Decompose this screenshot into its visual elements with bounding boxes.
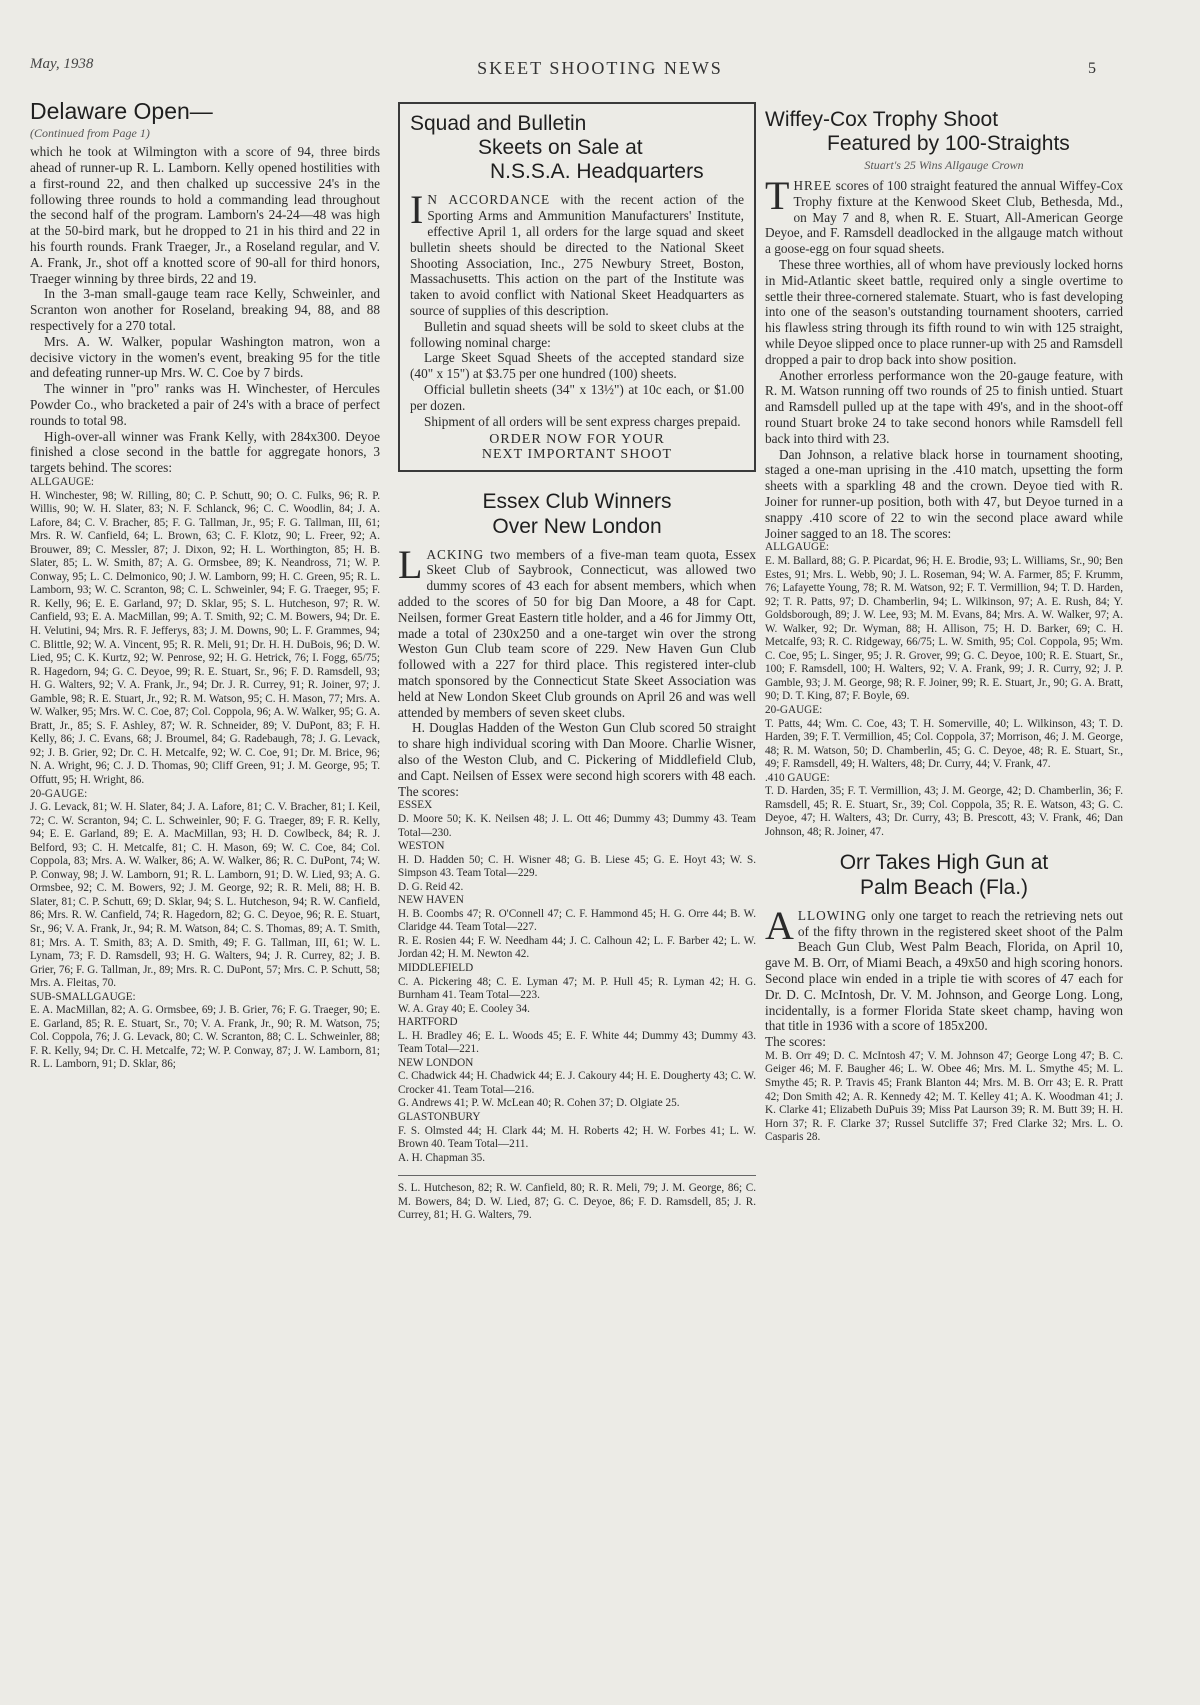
team-name: MIDDLEFIELD <box>398 961 474 974</box>
squad-paragraph: Official bulletin sheets (34" x 13½") at 10c each, or $1.00 per dozen. <box>410 381 744 413</box>
squad-paragraph: Shipment of all orders will be sent express charges prepaid. <box>424 413 741 429</box>
wiffey-headline <box>765 108 1123 156</box>
scores-sub-smallgauge: E. A. MacMillan, 82; A. G. Ormsbee, 69; J. B. Grier, 76; F. G. Traeger, 90; E. E. Garland, 85; R. E. Stuart, Sr., 70; V. A. Frank, Jr., 90; R. M. Watson, 75; Col. Coppola, 76; J. G. Levack, 80; C. W. Scranton, 88; C. L. Schweinler, 88; F. R. Kelly, 94; Dr. C. H. Metcalfe, 72; W. P. Conway, 87; J. W. Lamborn, 81; R. L. Lamborn, 91; D. Sklar, 86; <box>30 1004 380 1071</box>
essex-paragraph-text: two members of a five-man team quota, Essex Skeet Club of Saybrook, Connecticut, was allowed two dummy scores of 43 each for absent members, which when added to the scores of 50 for big Dan Moore, a 48 for Capt. Neilsen, former Great Eastern title holder, and a 46 for Jimmy Ott, made a total of 230x250 and a one-target win over the strong Weston Gun Club team score of 229. New Haven Gun Club followed with a 227 for third place. This registered inter-club match sponsored by the Connecticut State Skeet Association was held at New London Skeet Club grounds on April 26 and was well attended by members of seven skeet clubs. <box>398 546 756 720</box>
team-scores: H. D. Hadden 50; C. H. Wisner 48; G. B. Liese 45; G. E. Hoyt 43; W. S. Simpson 43. Team Total—229. <box>398 853 756 880</box>
team-scores: W. A. Gray 40; E. Cooley 34. <box>398 1002 530 1015</box>
publication-title: SKEET SHOOTING NEWS <box>477 58 723 78</box>
wiffey-paragraph <box>765 173 1123 257</box>
delaware-paragraph: Mrs. A. W. Walker, popular Washington matron, won a decisive victory in the women's event, breaking 95 for the title and defeating runner-up Mrs. W. C. Coe by 7 birds. <box>30 333 380 381</box>
wiffey-subhead: Stuart's 25 Wins Allgauge Crown <box>864 158 1024 173</box>
delaware-scores-continued: S. L. Hutcheson, 82; R. W. Canfield, 80; R. R. Meli, 79; J. M. George, 86; C. M. Bowers, 84; D. W. Lied, 87; G. C. Deyoe, 86; F. D. Ramsdell, 85; J. R. Currey, 81; H. G. Walters, 79. <box>398 1182 756 1222</box>
team-scores: R. E. Rosien 44; F. W. Needham 44; J. C. Calhoun 42; L. F. Barber 42; L. W. Jordan 42; H. M. Newton 42. <box>398 934 756 961</box>
squad-paragraph-text: with the recent action of the Sporting Arms and Ammunition Manufacturers' Institute, effective April 1, all orders for the large squad and skeet bulletin sheets should be directed to the National Skeet Shooting Association, Inc., 275 Newbury Street, Boston, Massachusetts. This action on the part of the Institute was taken to avoid conflict with National Skeet Headquarters as source of supplies of this description. <box>410 192 744 318</box>
page-number: 5 <box>1088 60 1096 77</box>
orr-paragraph <box>765 902 1123 1034</box>
wiffey-paragraph-text: scores of 100 straight featured the annual Wiffey-Cox Trophy fixture at the Kenwood Skeet Club, Bethesda, Md., on May 7 and 8, when R. E. Stuart, All-American George Deyoe, and F. Ramsdell deadlocked in the allgauge match without a goose-egg on four squad sheets. <box>765 178 1123 257</box>
delaware-headline: Delaware Open— <box>30 98 213 124</box>
wiffey-paragraph: Another errorless performance won the 20-gauge feature, with R. M. Watson running off two rounds of 25 to finish untied. Stuart and Ramsdell pulled up at the tape with 49's, and in the shoot-off round Stuart broke 24 to take second honors while Ramsdell fell back into third with 23. <box>765 367 1123 446</box>
scores-allgauge: E. M. Ballard, 88; G. P. Picardat, 96; H. E. Brodie, 93; L. Williams, Sr., 90; Ben Estes, 91; Mrs. L. Webb, 90; J. L. Roseman, 94; W. A. Farmer, 85; F. Krumm, 76; Lafayette Young, 78; R. M. Watson, 92; F. T. Vermillion, 94; T. D. Harden, 92; T. R. Patts, 97; D. Chamberlin, 94; L. Wilkinson, 97; A. E. Rush, 84; Y. Goldsborough, 89; J. W. Lee, 93; M. M. Evans, 84; Mrs. A. W. Walker, 97; A. W. Walker, 92; Dr. Wyman, 88; H. Allison, 75; H. D. Barker, 69; C. H. Metcalfe, 93; R. C. Ridgeway, 66/75; L. W. Smith, 95; Col. Coppola, 95; Wm. C. Coe, 95; L. Singer, 95; J. R. Grover, 99; G. C. Deyoe, 100; R. E. Stuart, Sr., 100; F. Ramsdell, 100; H. Walters, 92; V. A. Frank, 99; J. R. Curry, 92; J. P. Gamble, 93; J. M. George, 98; R. F. Joiner, 99; R. E. Stuart, Jr., 90; G. A. Bratt, 90; D. T. King, 87; F. Boyle, 69. <box>765 554 1123 703</box>
team-scores: D. Moore 50; K. K. Neilsen 48; J. L. Ott 46; Dummy 43; Dummy 43. Team Total—230. <box>398 812 756 839</box>
squad-headline-line1: Squad and Bulletin <box>410 112 587 135</box>
column-middle <box>398 96 756 1223</box>
wiffey-paragraph: These three worthies, all of whom have previously locked horns in Mid-Atlantic skeet battle, required only a single overtime to settle their three-cornered stalemate. Stuart, who is fast developing into one of the season's outstanding tournament shooters, carried his flawless string through its fifth round to win with 125 straight, while Deyoe slipped once to place runner-up with 25 and Ramsdell dropped a pair to drop back into show position. <box>765 257 1123 367</box>
scores-label-20-gauge: 20-GAUGE: <box>30 787 88 800</box>
orr-headline-line2: Palm Beach (Fla.) <box>859 875 1029 899</box>
team-scores: H. B. Coombs 47; R. O'Connell 47; C. F. Hammond 45; H. G. Orre 44; B. W. Claridge 44. Team Total—227. <box>398 907 756 934</box>
squad-paragraph: Large Skeet Squad Sheets of the accepted standard size (40" x 15") at $3.75 per one hundred (100) sheets. <box>410 350 744 382</box>
team-scores: A. H. Chapman 35. <box>398 1151 486 1164</box>
squad-headline-line2: Skeets on Sale at <box>478 136 643 160</box>
orr-paragraph: The scores: <box>765 1034 826 1050</box>
column-right <box>765 96 1123 1145</box>
delaware-continued-note: (Continued from Page 1) <box>30 126 150 141</box>
scores-label-410-gauge: .410 GAUGE: <box>765 771 830 784</box>
orr-headline-line1: Orr Takes High Gun at <box>839 851 1049 875</box>
delaware-paragraph: High-over-all winner was Frank Kelly, with 284x300. Deyoe finished a close second in the battle for aggregate honors, 3 targets behind. The scores: <box>30 428 380 476</box>
essex-paragraph: H. Douglas Hadden of the Weston Gun Club scored 50 straight to share high individual scoring with Dan Moore. Charlie Wisner, also of the Weston Club, and C. Pickering of Middlefield Club, and Capt. Neilsen of Essex were second high scorers with 48 each. The scores: <box>398 720 756 799</box>
wiffey-lead-words: HREE <box>793 178 833 194</box>
wiffey-headline-line2: Featured by 100-Straights <box>827 132 1070 156</box>
squad-paragraph: Bulletin and squad sheets will be sold to skeet clubs at the following nominal charge: <box>410 318 744 350</box>
essex-headline-line2: Over New London <box>492 514 662 538</box>
scores-410-gauge: T. D. Harden, 35; F. T. Vermillion, 43; J. M. George, 42; D. Chamberlin, 36; F. Ramsdell, 45; R. E. Stuart, Sr., 39; Col. Coppola, 35; R. E. Watson, 43; G. C. Deyoe, 47; H. Walters, 43; Dr. Curry, 43; B. Prescott, 43; V. Frank, 46; Dan Johnson, 48; R. Joiner, 47. <box>765 785 1123 838</box>
team-name: GLASTONBURY <box>398 1110 481 1123</box>
wiffey-scores <box>765 541 1123 839</box>
scores-label-allgauge: ALLGAUGE: <box>765 541 830 554</box>
orr-lead-words: LLOWING <box>797 907 867 923</box>
wiffey-headline-line1: Wiffey-Cox Trophy Shoot <box>765 108 999 131</box>
orr-paragraph-text: only one target to reach the retrieving nets out of the fifty thrown in the registered skeet shoot of the Palm Beach Gun Club, West Palm Beach, Florida, on April 10, gave M. B. Orr, of Miami Beach, a 49x50 and high scoring honors. Second place win ended in a triple tie with scores of 47 each for Dr. D. C. McIntosh, Dr. V. M. Johnson, and George Long. Long, incidentally, is a former Florida State skeet champ, having won that title in 1936 with a score of 185x200. <box>765 907 1123 1034</box>
wiffey-dropcap: T <box>765 173 790 219</box>
team-scores: C. Chadwick 44; H. Chadwick 44; E. J. Cakoury 44; H. E. Dougherty 43; C. W. Crocker 41. Team Total—216. <box>398 1070 756 1096</box>
team-name: NEW HAVEN <box>398 894 464 907</box>
team-scores: F. S. Olmsted 44; H. Clark 44; M. H. Roberts 42; H. W. Forbes 41; L. W. Brown 40. Team Total—211. <box>398 1124 756 1151</box>
order-now-line: ORDER NOW FOR YOUR <box>489 432 665 448</box>
orr-scores: M. B. Orr 49; D. C. McIntosh 47; V. M. Johnson 47; George Long 47; B. C. Geiger 46; M. F. Baugher 46; L. W. Obee 46; Mrs. M. L. Smythe 45; M. L. Smythe 45; R. P. Travis 45; Frank Blanton 44; Mrs. M. B. Orr 43; E. R. Pratt 42; Don Smith 42; A. R. Kennedy 42; M. T. Kelley 41; A. K. Woodman 41; J. K. Clarke 41; Elizabeth DuPuis 39; Miss Pat Laurson 39; R. M. Butt 39; H. H. Horn 37; R. F. Clarke 37; Russel Sutcliffe 37; Fred Clarke 32; Mrs. L. O. Casparis 28. <box>765 1049 1123 1144</box>
scores-allgauge: H. Winchester, 98; W. Rilling, 80; C. P. Schutt, 90; O. C. Fulks, 96; R. P. Willis, 90; W. H. Slater, 83; N. F. Schlanck, 96; C. C. Woodlin, 84; J. A. Lafore, 84; C. V. Bracher, 85; F. G. Tallman, Jr., 95; F. G. Tallman, III, 61; Mrs. R. W. Canfield, 64; L. Brown, 63; C. F. Klotz, 90; L. Freer, 92; A. Brouwer, 89; C. Messler, 87; J. Dixon, 92; H. L. Worthington, 85; H. B. Slater, 85; L. W. Smith, 87; A. G. Ormsbee, 89; K. Neandross, 71; W. P. Conway, 95; L. C. Delmonico, 90; J. W. Lamborn, 99; H. C. Green, 95; R. L. Lamborn, 93; W. C. Scranton, 98; C. L. Schweinler, 94; F. G. Traeger, 95; F. R. Kelly, 96; E. E. Garland, 97; D. Sklar, 95; S. L. Hutcheson, 97; R. W. Canfield, 93; E. A. MacMillan, 99; A. T. Smith, 92; C. M. Bowers, 94; Dr. E. H. Velutini, 94; Mrs. R. F. Jefferys, 83; J. M. Downs, 90; L. F. Grammes, 94; C. Blittle, 92; W. A. Vincent, 95; R. R. Meli, 91; Dr. H. H. DuBois, 96; D. W. Lied, 95; C. K. Kurtz, 92; W. Penrose, 92; H. G. Hetrick, 76; I. Fogg, 65/75; R. Hagedorn, 94; G. C. Deyoe, 99; R. E. Stuart, Sr., 96; F. D. Ramsdell, 93; H. G. Walters, 92; V. A. Frank, Jr., 94; Dr. J. R. Currey, 91; R. Joiner, 97; J. Gamble, 98; R. E. Stuart, Jr., 92; R. M. Watson, 95; C. H. Mason, 77; Mrs. A. W. Walker, 95; Mrs. W. C. Coe, 87; Col. Coppola, 96; A. W. Walker, 95; G. A. Bratt, Jr., 85; S. F. Ashley, 87; W. R. Schneider, 89; V. DuPont, 83; F. H. Kelly, 86; J. C. Evans, 68; J. Broumel, 84; G. Radebaugh, 78; J. G. Levack, 92; J. B. Grier, 92; Dr. C. H. Metcalfe, 92; W. C. Coe, 91; Dr. M. Brice, 96; N. A. Wright, 96; C. J. D. Thomas, 90; Cliff Green, 91; J. M. George, 95; T. Offutt, 95; H. Wright, 86. <box>30 489 380 786</box>
column-left <box>30 96 380 1072</box>
essex-scores <box>398 799 756 1165</box>
scores-20-gauge: J. G. Levack, 81; W. H. Slater, 84; J. A. Lafore, 81; C. V. Bracher, 81; I. Keil, 72; C. W. Scranton, 94; C. L. Schweinler, 90; F. G. Traeger, 89; F. R. Kelly, 94; E. E. Garland, 89; E. A. MacMillan, 93; H. D. Cowlbeck, 84; R. J. Belford, 93; C. H. Metcalfe, 81; C. H. Mason, 69; W. C. Coe, 84; Col. Coppola, 83; Mrs. A. W. Walker, 86; A. W. Walker, 86; R. C. DuPont, 74; W. P. Conway, 98; J. W. Lamborn, 91; R. L. Lamborn, 91; D. W. Lied, 93; A. G. Ormsbee, 92; C. M. Bowers, 92; J. M. George, 92; R. R. Meli, 88; H. B. Slater, 81; C. P. Schutt, 69; D. Sklar, 94; S. L. Hutcheson, 94; R. W. Canfield, 86; Mrs. R. W. Canfield, 74; R. Hagedorn, 82; G. C. Deyoe, 96; R. E. Stuart, Sr., 96; V. A. Frank, Jr., 94; R. M. Watson, 84; C. S. Thomas, 89; A. T. Smith, 81; Mrs. A. T. Smith, 83; A. D. Smith, 49; F. G. Tallman, III, 61; W. L. Lynam, 73; F. D. Ramsdell, 93; H. G. Walters, 94; J. R. Currey, 82; J. B. Grier, 76; F. G. Tallman, Jr., 89; Mrs. R. C. DuPont, 57; Mrs. C. P. Schutt, 58; Mrs. A. Fleitas, 70. <box>30 801 380 990</box>
scores-label-allgauge: ALLGAUGE: <box>30 475 95 488</box>
orr-headline <box>765 851 1123 899</box>
team-scores: G. Andrews 41; P. W. McLean 40; R. Cohen 37; D. Olgiate 25. <box>398 1097 680 1110</box>
team-name: WESTON <box>398 840 445 853</box>
delaware-paragraph: The winner in "pro" ranks was H. Winchester, of Hercules Powder Co., who bracketed a pair of 24's with a brace of perfect rounds to total 98. <box>30 381 380 428</box>
team-scores: D. G. Reid 42. <box>398 880 464 893</box>
team-name: ESSEX <box>398 799 433 812</box>
essex-lead-words: ACKING <box>426 546 485 562</box>
order-now-line: NEXT IMPORTANT SHOOT <box>481 447 673 463</box>
team-scores: C. A. Pickering 48; C. E. Lyman 47; M. P. Hull 45; R. Lyman 42; H. G. Burnham 41. Team Total—223. <box>398 975 756 1002</box>
squad-sheet-notice-box <box>398 102 756 472</box>
essex-headline-line1: Essex Club Winners <box>482 490 672 514</box>
delaware-paragraph: In the 3-man small-gauge team race Kelly, Schweinler, and Scranton won another for Roseland, breaking 94, 88, and 88 respectively for a 270 total. <box>30 286 380 333</box>
issue-date: May, 1938 <box>30 56 94 72</box>
essex-headline <box>398 490 756 538</box>
squad-headline-line3: N.S.S.A. Headquarters <box>490 160 704 184</box>
scores-label-sub-smallgauge: SUB-SMALLGAUGE: <box>30 990 136 1003</box>
squad-dropcap: I <box>410 187 424 233</box>
orr-dropcap: A <box>765 902 794 948</box>
essex-dropcap: L <box>398 541 423 587</box>
wiffey-paragraph: Dan Johnson, a relative black horse in tournament shooting, staged a one-man uprising in the .410 match, upsetting the form sheets with a sparkling 48 and the crown. Deyoe tied with R. Joiner for runner-up position, both with 47, but Deyoe turned in a snappy .410 score of 22 to win the second place award while Joiner sagged to an 18. The scores: <box>765 446 1123 541</box>
team-name: HARTFORD <box>398 1016 458 1029</box>
essex-paragraph <box>398 541 756 721</box>
delaware-paragraph: which he took at Wilmington with a score of 94, three birds ahead of runner-up R. L. Lamborn. Kelly opened hostilities with a first-round 22, and then chalked up successive 24's in the following three rounds to hold a commanding lead throughout the second half of the program. Lamborn's 24-24—48 was high at the 50-bird mark, but he dropped to 21 in his third and 22 in his fourth rounds. Frank Traeger, Jr., a Roseland regular, and V. A. Frank, Jr., shot off a knotted score of 90-all for third honors, Traeger winning by three birds, 22 and 19. <box>30 144 380 286</box>
squad-paragraph <box>410 187 744 318</box>
column-divider <box>398 1175 756 1176</box>
delaware-scores <box>30 476 380 1072</box>
squad-lead-words: N ACCORDANCE <box>427 192 551 208</box>
scores-label-20-gauge: 20-GAUGE: <box>765 703 823 716</box>
team-scores: L. H. Bradley 46; E. L. Woods 45; E. F. White 44; Dummy 43; Dummy 43. Team Total—221. <box>398 1029 756 1056</box>
team-name: NEW LONDON <box>398 1056 474 1069</box>
scores-20-gauge: T. Patts, 44; Wm. C. Coe, 43; T. H. Somerville, 40; L. Wilkinson, 43; T. D. Harden, 39; F. T. Vermillion, 45; Col. Coppola, 37; Morrison, 46; J. M. George, 48; R. M. Watson, 50; D. Chamberlin, 45; G. C. Deyoe, 48; R. E. Stuart, Sr., 49; F. Ramsdell, 49; H. Walters, 48; Dr. Curry, 44; V. Frank, 47. <box>765 717 1123 771</box>
